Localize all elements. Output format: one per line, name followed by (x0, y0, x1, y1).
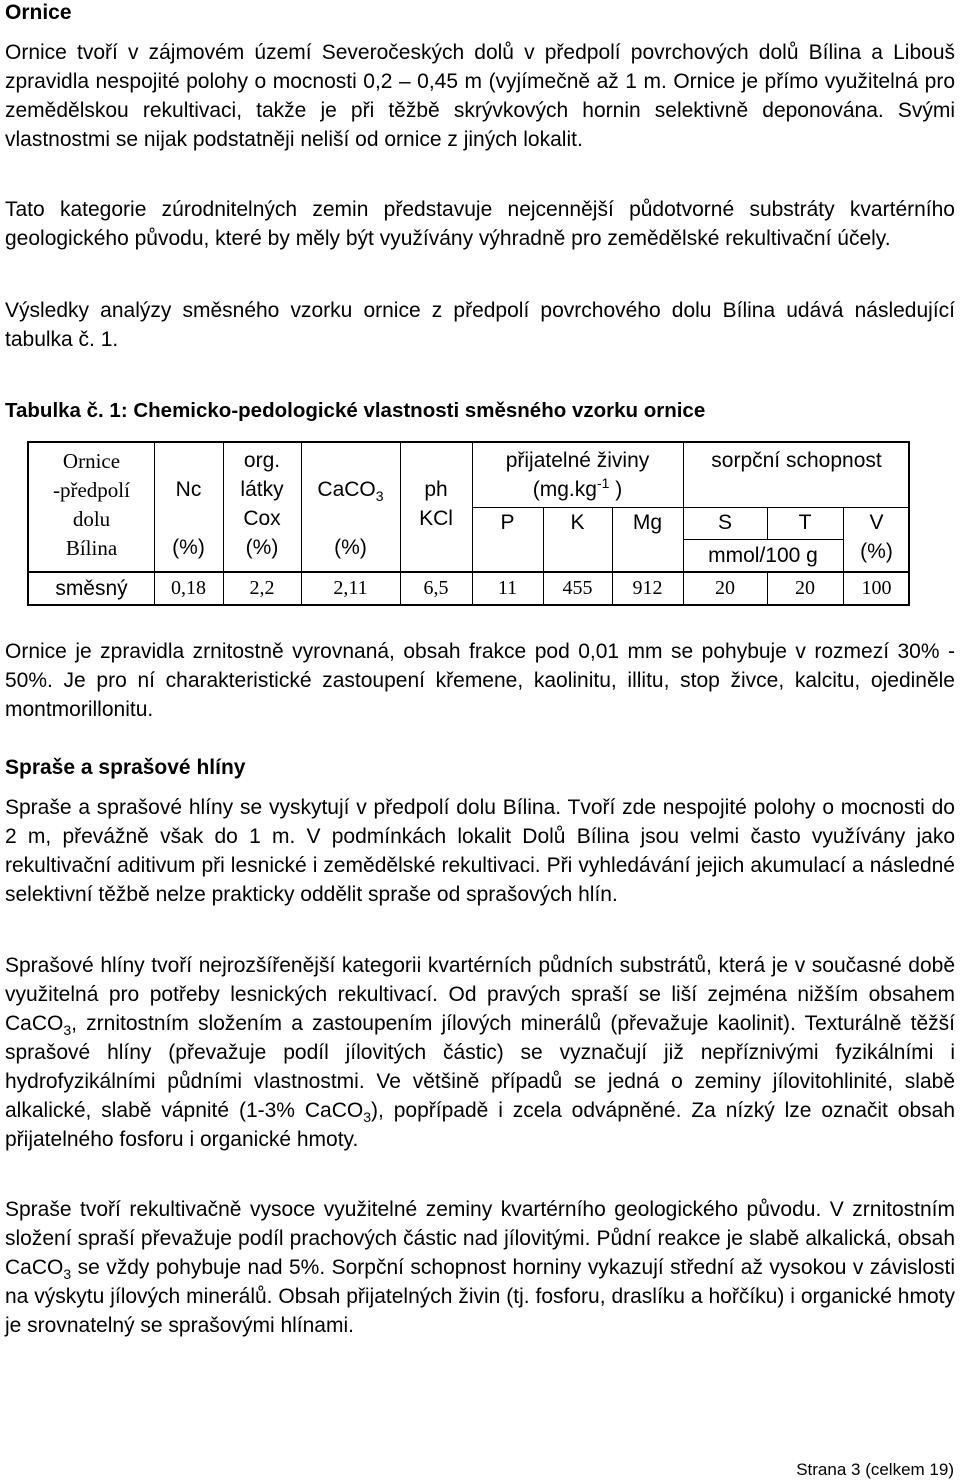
header-org: org. (243, 449, 281, 472)
header-nc: Nc (175, 478, 202, 501)
header-v: V (869, 511, 884, 534)
paragraph-ornice-texture: Ornice je zpravidla zrnitostně vyrovnaná, obsah frakce pod 0,01 mm se pohybuje v rozmezí 30% - 50%. Je pro ní charakteristické zastoupení křemene, kaolinitu, illitu, stop živce, kalcitu, ojediněle montmorillonitu. (5, 640, 955, 721)
header-t: T (798, 511, 812, 534)
table-cell: 2,11 (333, 577, 368, 599)
section-heading-ornice: Ornice (5, 1, 72, 24)
header-caco3: CaCO$_3$ (317, 478, 384, 504)
paragraph-sprasove-hliny: Sprašové hlíny tvoří nejrozšířenější kategorii kvartérních půdních substrátů, která je v současné době využitelná pro potřeby lesnických rekultivací. Od pravých spraší se liší zejména nižším obsahem CaCO$_3$, zrnitostním složením a zastoupením jílových minerálů (převažuje kaolinit). Texturálně těžší sprašové hlíny (převažuje podíl jílovitých částic) se vyznačují již nepříznivými fyzikálními i hydrofyzikálními půdními vlastnostmi. Ve většině případů se jedná o zeminy jílovitohlinité, slabě alkalické, slabě vápnité (1-3% CaCO$_3$), popřípadě i zcela odvápněné. Za nízký lze označit obsah přijatelného fosforu i organické hmoty. (5, 954, 955, 1151)
header-cox: Cox (243, 507, 281, 530)
chemical-properties-table (27, 441, 910, 606)
paragraph-sprase-intro: Spraše a sprašové hlíny se vyskytují v předpolí dolu Bílina. Tvoří zde nespojité polohy o mocnosti do 2 m, převážně však do 1 m. V podmínkách lokalit Dolů Bílina jsou velmi často využívány jako rekultivační aditivum při lesnické i zemědělské rekultivaci. Při vyhledávání jejich akumulací a následné selektivní těžbě nelze prakticky oddělit spraše od sprašových hlín. (5, 796, 955, 906)
header-p: P (500, 511, 515, 534)
header-sorption: sorpční schopnost (711, 449, 882, 472)
paragraph-ornice-category: Tato kategorie zúrodnitelných zemin představuje nejcennější půdotvorné substráty kvartérního geologického původu, které by měly být využívány výhradně pro zemědělské rekultivační účely. (5, 198, 955, 250)
header-latky: látky (240, 478, 284, 501)
header-mg: Mg (632, 511, 663, 534)
header-v-unit: (%) (860, 540, 893, 563)
table-cell: 0,18 (171, 577, 206, 599)
header-bilina: Bílina (65, 536, 118, 560)
table-cell: 20 (715, 577, 735, 599)
paragraph-ornice-intro: Ornice tvoří v zájmovém území Severočeských dolů v předpolí povrchových dolů Bílina a Libouš zpravidla nespojité polohy o mocnosti 0,2 – 0,45 m (vyjímečně až 1 m. Ornice je přímo využitelná pro zemědělskou rekultivaci, takže je při těžbě skrývkových hornin selektivně deponována. Svými vlastnostmi se nijak podstatněji neliší od ornice z jiných lokalit. (5, 41, 955, 151)
table-cell: 912 (632, 577, 663, 599)
header-st-unit: mmol/100 g (708, 544, 818, 567)
header-dolu: dolu (72, 507, 111, 531)
paragraph-ornice-results: Výsledky analýzy směsného vzorku ornice z předpolí povrchového dolu Bílina udává následující tabulka č. 1. (5, 299, 955, 351)
header-nutrients-unit: ($mg.kg^{-1}$ ) (532, 475, 623, 501)
table-cell: 2,2 (249, 577, 275, 599)
header-k: K (570, 511, 585, 534)
header-caco3-unit: (%) (334, 536, 367, 559)
header-nutrients: přijatelné živiny (505, 449, 650, 472)
section-heading-sprase: Spraše a sprašové hlíny (5, 756, 246, 779)
table-cell: 455 (562, 577, 593, 599)
table-caption: Tabulka č. 1: Chemicko-pedologické vlastnosti směsného vzorku ornice (5, 399, 706, 422)
table-cell: 100 (861, 577, 892, 599)
paragraph-sprase-properties: Spraše tvoří rekultivačně vysoce využitelné zeminy kvartérního geologického původu. V zrnitostním složení spraší převažuje podíl prachových částic nad jílovitými. Půdní reakce je slabě alkalická, obsah CaCO$_3$ se vždy pohybuje nad 5%. Sorpční schopnost horniny vykazují střední až vysokou v závislosti na výskytu jílových minerálů. Obsah přijatelných živin (tj. fosforu, draslíku a hořčíku) i organické hmoty je srovnatelný se sprašovými hlínami. (5, 1198, 955, 1337)
page-footer: Strana 3 (celkem 19) (796, 1460, 954, 1479)
header-ph: ph (424, 478, 448, 501)
header-predpoli: -předpolí (53, 478, 130, 502)
header-s: S (717, 511, 732, 534)
table-cell: 11 (497, 577, 518, 599)
header-ornice: Ornice (62, 449, 121, 473)
table-cell: 20 (795, 577, 815, 599)
header-org-unit: (%) (245, 536, 279, 559)
table-cell: 6,5 (423, 577, 449, 599)
header-kcl: KCl (419, 507, 453, 530)
header-nc-unit: (%) (172, 536, 205, 559)
row-label: směsný (55, 577, 128, 600)
